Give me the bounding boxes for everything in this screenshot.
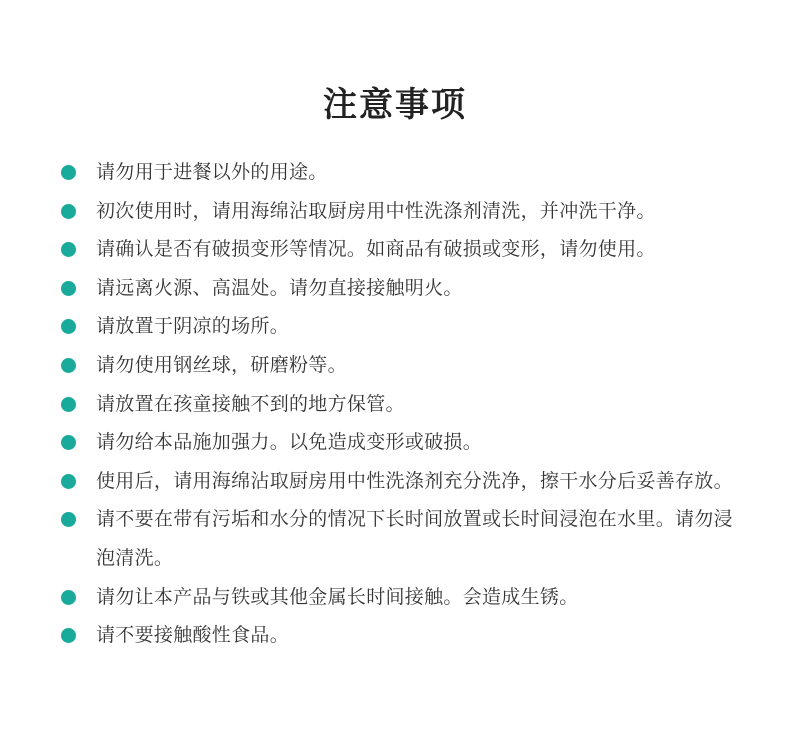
- bullet-dot-icon: [61, 474, 76, 489]
- list-item: [60, 616, 740, 655]
- bullet-dot-icon: [61, 165, 76, 180]
- page-title: 注意事项: [323, 84, 467, 125]
- bullet-dot-icon: [61, 242, 76, 257]
- list-item-text: 请不要接触酸性食品。: [96, 624, 290, 647]
- list-item-text: 请放置在孩童接触不到的地方保管。: [96, 392, 405, 415]
- list-item: [60, 385, 740, 424]
- bullet-dot-icon: [61, 204, 76, 219]
- list-item-text: 请勿用于进餐以外的用途。: [96, 161, 328, 183]
- list-item: [60, 192, 740, 231]
- list-item-text: 请放置于阴凉的场所。: [96, 315, 290, 338]
- list-item-text: 请远离火源、高温处。请勿直接接触明火。: [96, 276, 463, 299]
- list-item: [60, 346, 740, 385]
- bullet-dot-icon: [61, 358, 76, 373]
- list-item-text: 初次使用时，请用海绵沾取厨房用中性洗涤剂清洗，并冲洗干净。: [96, 199, 656, 222]
- list-item: [60, 500, 740, 577]
- notice-list: [60, 153, 740, 655]
- list-item-text: 请不要在带有污垢和水分的情况下长时间放置或长时间浸泡在水里。请勿浸泡清洗。: [96, 508, 733, 569]
- list-item-text: 请勿让本产品与铁或其他金属长时间接触。会造成生锈。: [96, 585, 579, 608]
- list-item-text: 请勿给本品施加强力。以免造成变形或破损。: [96, 431, 483, 454]
- bullet-dot-icon: [61, 512, 76, 527]
- bullet-dot-icon: [61, 319, 76, 334]
- list-item: [60, 230, 740, 269]
- list-item-text: 使用后，请用海绵沾取厨房用中性洗涤剂充分洗净，擦干水分后妥善存放。: [96, 469, 733, 492]
- list-item-text: 请确认是否有破损变形等情况。如商品有破损或变形，请勿使用。: [96, 238, 656, 261]
- bullet-dot-icon: [61, 397, 76, 412]
- list-item: [60, 423, 740, 462]
- list-item: [60, 307, 740, 346]
- list-item: [60, 462, 740, 501]
- list-item: [60, 578, 740, 617]
- bullet-dot-icon: [61, 435, 76, 450]
- bullet-dot-icon: [61, 628, 76, 643]
- list-item: [60, 153, 740, 192]
- list-item: [60, 269, 740, 308]
- bullet-dot-icon: [61, 590, 76, 605]
- list-item-text: 请勿使用钢丝球，研磨粉等。: [96, 353, 347, 376]
- bullet-dot-icon: [61, 281, 76, 296]
